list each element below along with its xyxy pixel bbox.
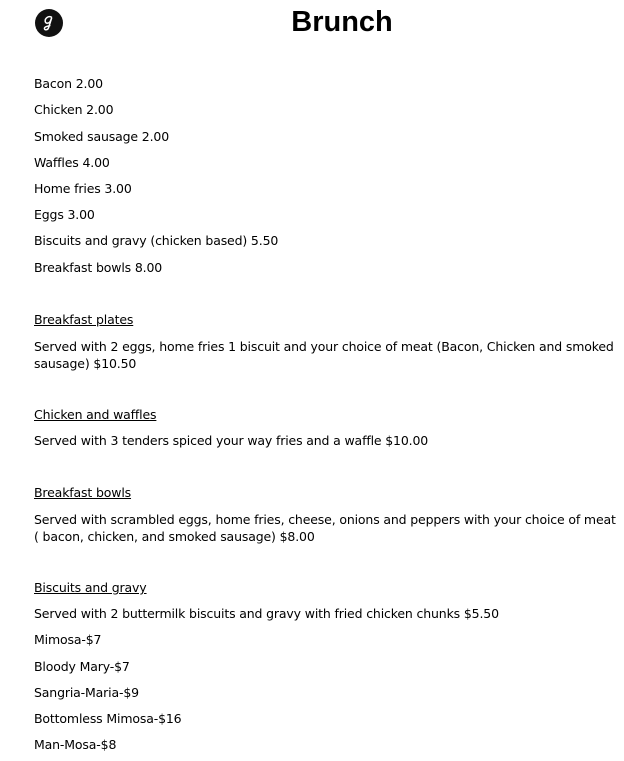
menu-item: Biscuits and gravy (chicken based) 5.50	[34, 233, 279, 248]
section-description: Served with 3 tenders spiced your way fries and a waffle $10.00	[34, 433, 429, 448]
menu-item: Chicken 2.00	[34, 102, 114, 117]
section-description: Served with scrambled eggs, home fries, cheese, onions and peppers with your choice of meat ( bacon, chicken, and smoked sausage) $8.00	[34, 512, 616, 544]
menu-item: Home fries 3.00	[34, 181, 132, 196]
menu-item: Breakfast bowls 8.00	[34, 260, 163, 275]
drink-item: Sangria-Maria-$9	[34, 685, 139, 700]
drink-item: Mimosa-$7	[34, 632, 102, 647]
section-heading-chicken-and-waffles: Chicken and waffles	[34, 407, 157, 422]
menu-item: Bacon 2.00	[34, 76, 103, 91]
section-heading-breakfast-bowls: Breakfast bowls	[34, 485, 132, 500]
section-description: Served with 2 eggs, home fries 1 biscuit and your choice of meat (Bacon, Chicken and smoked sausage) $10.50	[34, 339, 614, 371]
menu-item: Smoked sausage 2.00	[34, 129, 169, 144]
menu-item: Waffles 4.00	[34, 155, 110, 170]
section-heading-biscuits-and-gravy: Biscuits and gravy	[34, 580, 147, 595]
drink-item: Bottomless Mimosa-$16	[34, 711, 182, 726]
section-heading-breakfast-plates: Breakfast plates	[34, 312, 134, 327]
section-description: Served with 2 buttermilk biscuits and gravy with fried chicken chunks $5.50	[34, 606, 499, 621]
menu-item: Eggs 3.00	[34, 207, 95, 222]
drink-item: Man-Mosa-$8	[34, 737, 117, 752]
drink-item: Bloody Mary-$7	[34, 659, 130, 674]
page-title: Brunch	[291, 6, 393, 38]
